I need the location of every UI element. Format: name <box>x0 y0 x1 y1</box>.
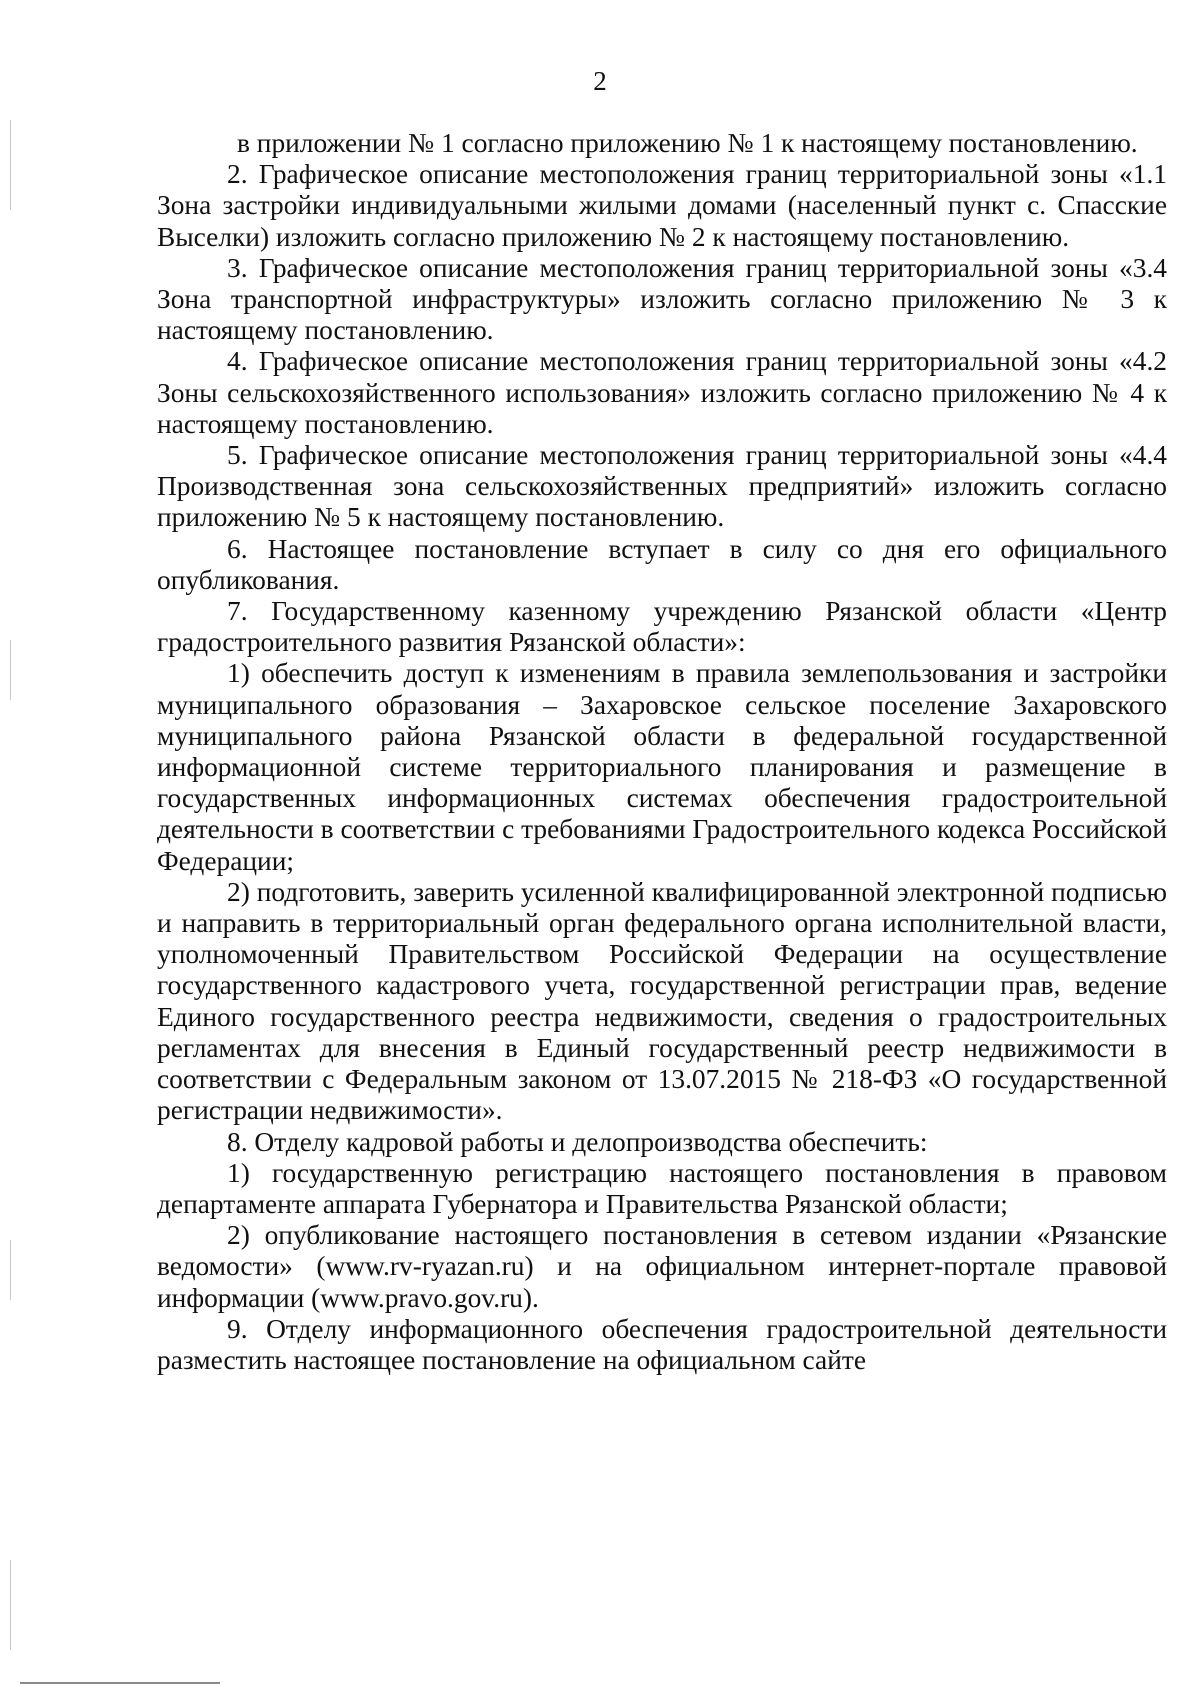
paragraph-item-9: 9. Отделу информационного обеспечения градостроительной деятельности разместить настоящее постановление на официальном сайте <box>157 1313 1167 1375</box>
document-body <box>157 128 1167 1376</box>
paragraph-item-8-sub-2: 2) опубликование настоящего постановления в сетевом издании «Рязанские ведомости» (www.rv-ryazan.ru) и на официальном интернет-портале правовой информации (www.pravo.gov.ru). <box>157 1220 1167 1313</box>
scan-margin-mark <box>10 640 11 700</box>
paragraph-item-5: 5. Графическое описание местоположения границ территориальной зоны «4.4 Производственная зона сельскохозяйственных предприятий» изложить согласно приложению № 5 к настоящему постановлению. <box>157 440 1167 533</box>
paragraph-item-4: 4. Графическое описание местоположения границ территориальной зоны «4.2 Зоны сельскохозяйственного использования» изложить согласно приложению № 4 к настоящему постановлению. <box>157 346 1167 439</box>
scan-margin-mark <box>10 1560 11 1650</box>
paragraph-item-7-sub-2: 2) подготовить, заверить усиленной квалифицированной электронной подписью и направить в территориальный орган федерального органа исполнительной власти, уполномоченный Правительством Российской Федерации на осуществление государственного кадастрового учета, государственной регистрации прав, ведение Единого государственного реестра недвижимости, сведения о градостроительных регламентах для внесения в Единый государственный реестр недвижимости в соответствии с Федеральным законом от 13.07.2015 № 218-ФЗ «О государственной регистрации недвижимости». <box>157 876 1167 1126</box>
paragraph-item-3: 3. Графическое описание местоположения границ территориальной зоны «3.4 Зона транспортной инфраструктуры» изложить согласно приложению № 3 к настоящему постановлению. <box>157 252 1167 346</box>
scan-margin-mark <box>10 120 11 210</box>
page-number: 2 <box>593 66 607 96</box>
paragraph-item-8: 8. Отделу кадровой работы и делопроизводства обеспечить: <box>227 1126 928 1157</box>
scan-margin-mark <box>10 1240 11 1300</box>
scan-bottom-edge <box>20 1682 220 1684</box>
paragraph-item-7-sub-1: 1) обеспечить доступ к изменениям в правила землепользования и застройки муниципального образования – Захаровское сельское поселение Захаровского муниципального района Рязанской области в федеральной государственной информационной системе территориального планирования и размещение в государственных информационных системах обеспечения градостроительной деятельности в соответствии с требованиями Градостроительного кодекса Российской Федерации; <box>157 658 1167 876</box>
paragraph-item-8-sub-1: 1) государственную регистрацию настоящего постановления в правовом департаменте аппарата Губернатора и Правительства Рязанской области; <box>157 1157 1167 1219</box>
paragraph-item-6: 6. Настоящее постановление вступает в силу со дня его официального опубликования. <box>157 533 1167 595</box>
paragraph-item-7: 7. Государственному казенному учреждению Рязанской области «Центр градостроительного развития Рязанской области»: <box>157 596 1167 658</box>
paragraph-item-2: 2. Графическое описание местоположения границ территориальной зоны «1.1 Зона застройки индивидуальными жилыми домами (населенный пункт с. Спасские Выселки) изложить согласно приложению № 2 к настоящему постановлению. <box>157 159 1167 252</box>
paragraph-continuation: в приложении № 1 согласно приложению № 1 к настоящему постановлению. <box>237 128 1138 158</box>
